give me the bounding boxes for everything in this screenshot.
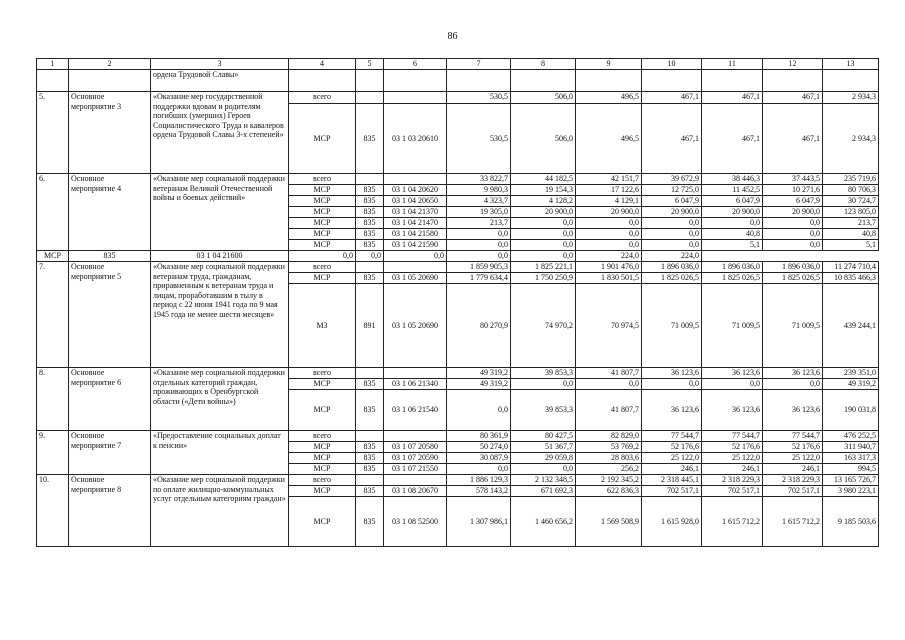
table-cell: 835 [356, 379, 384, 390]
table-cell: 50 274,0 [447, 442, 511, 453]
table-cell: 38 446,3 [702, 174, 763, 185]
column-number-cell: 4 [289, 59, 356, 70]
table-cell: 439 244,1 [823, 284, 879, 368]
table-cell: 44 182,5 [511, 174, 576, 185]
table-cell: 03 1 06 21340 [384, 379, 447, 390]
table-row [37, 251, 879, 262]
table-cell: 0,0 [511, 218, 576, 229]
table-cell: 835 [356, 497, 384, 547]
table-cell [384, 262, 447, 273]
table-cell: 30 087,9 [447, 453, 511, 464]
table-cell: 03 1 04 21590 [384, 240, 447, 251]
table-cell: 9 185 503,6 [823, 497, 879, 547]
table-cell: 467,1 [702, 92, 763, 104]
table-cell: 0,0 [702, 379, 763, 390]
table-row [37, 92, 879, 104]
table-cell: 0,0 [289, 251, 356, 262]
table-cell: 1 825 221,1 [511, 262, 576, 273]
table-cell: 224,0 [642, 251, 702, 262]
table-cell: 213,7 [823, 218, 879, 229]
table-cell: 0,0 [576, 240, 642, 251]
table-cell: 835 [356, 185, 384, 196]
table-cell [356, 70, 384, 92]
table-cell: 1 896 036,0 [763, 262, 823, 273]
column-number-cell: 7 [447, 59, 511, 70]
table-cell: 506,0 [511, 104, 576, 174]
table-cell: МСР [289, 464, 356, 475]
table-cell: 835 [356, 464, 384, 475]
table-cell: 25 122,0 [763, 453, 823, 464]
table-cell: «Оказание мер социальной поддержки отдельных категорий граждан, проживающих в Оренбургской области («Дети войны») [151, 368, 289, 431]
table-cell: 1 859 905,3 [447, 262, 511, 273]
table-cell: 71 009,5 [763, 284, 823, 368]
table-row [37, 174, 879, 185]
table-cell: «Оказание мер социальной поддержки ветеранам труда, гражданам, приравненным к ветеранам труда и лицам, проработавшим в тылу в период с 22 июня 1941 года по 9 мая 1945 года не менее шести месяцев» [151, 262, 289, 368]
table-cell: 835 [356, 218, 384, 229]
table-cell: 213,7 [447, 218, 511, 229]
table-cell: 36 123,6 [642, 368, 702, 379]
table-cell: 0,0 [576, 218, 642, 229]
table-cell: всего [289, 431, 356, 442]
table-cell: 5,1 [823, 240, 879, 251]
table-cell: 467,1 [763, 92, 823, 104]
table-cell: 33 822,7 [447, 174, 511, 185]
table-cell: 835 [356, 486, 384, 497]
table-cell: 41 807,7 [576, 390, 642, 431]
column-number-cell: 10 [642, 59, 702, 70]
table-cell: 0,0 [763, 218, 823, 229]
table-cell: 80 270,9 [447, 284, 511, 368]
table-cell: 2 192 345,2 [576, 475, 642, 486]
table-cell: 03 1 08 52500 [384, 497, 447, 547]
table-cell: 40,8 [823, 229, 879, 240]
table-cell: 0,0 [642, 379, 702, 390]
table-cell: 239 351,0 [823, 368, 879, 379]
table-cell: 1 886 129,3 [447, 475, 511, 486]
table-cell: 1 750 250,9 [511, 273, 576, 284]
table-cell: МСР [289, 196, 356, 207]
table-cell: 622 836,3 [576, 486, 642, 497]
table-cell: Основное мероприятие 5 [69, 262, 151, 368]
table-cell: 03 1 08 20670 [384, 486, 447, 497]
table-cell: МСР [289, 207, 356, 218]
table-cell: МСР [289, 486, 356, 497]
table-cell: 10. [37, 475, 69, 547]
table-cell: 0,0 [447, 251, 511, 262]
table-cell: 9 980,3 [447, 185, 511, 196]
table-cell: 311 940,7 [823, 442, 879, 453]
table-cell: 0,0 [763, 240, 823, 251]
table-cell: 246,1 [642, 464, 702, 475]
table-cell: МСР [289, 453, 356, 464]
table-row [37, 431, 879, 442]
column-number-cell: 9 [576, 59, 642, 70]
table-cell: 2 318 229,3 [702, 475, 763, 486]
table-cell: 7. [37, 262, 69, 368]
column-number-cell: 11 [702, 59, 763, 70]
table-cell: 12 725,0 [642, 185, 702, 196]
table-cell: 0,0 [511, 251, 576, 262]
table-cell [763, 70, 823, 92]
table-cell [702, 70, 763, 92]
table-cell: 03 1 07 20590 [384, 453, 447, 464]
table-cell: 8. [37, 368, 69, 431]
table-cell: 20 900,0 [576, 207, 642, 218]
table-cell: 0,0 [447, 240, 511, 251]
table-cell: МСР [289, 229, 356, 240]
table-cell [384, 174, 447, 185]
table-cell: 0,0 [763, 229, 823, 240]
table-cell: МСР [289, 273, 356, 284]
table-cell [384, 92, 447, 104]
column-number-cell: 12 [763, 59, 823, 70]
table-cell: 25 122,0 [642, 453, 702, 464]
table-cell: 476 252,5 [823, 431, 879, 442]
table-cell: 20 900,0 [642, 207, 702, 218]
table-cell: 6 047,9 [702, 196, 763, 207]
table-cell: 2 318 445,1 [642, 475, 702, 486]
table-cell: 03 1 04 21580 [384, 229, 447, 240]
table-cell: 506,0 [511, 92, 576, 104]
table-cell: 1 615 712,2 [763, 497, 823, 547]
table-cell: 4 323,7 [447, 196, 511, 207]
table-cell: 467,1 [642, 92, 702, 104]
table-cell: 74 970,2 [511, 284, 576, 368]
table-cell: 42 151,7 [576, 174, 642, 185]
table-cell: 6 047,9 [642, 196, 702, 207]
table-cell: 0,0 [356, 251, 384, 262]
table-cell: МСР [289, 104, 356, 174]
table-cell: 0,0 [511, 229, 576, 240]
table-cell: 10 835 466,3 [823, 273, 879, 284]
table-cell: 530,5 [447, 104, 511, 174]
table-cell: 1 825 026,5 [763, 273, 823, 284]
table-cell: 1 825 026,5 [702, 273, 763, 284]
table-cell: 1 830 501,5 [576, 273, 642, 284]
table-cell: 03 1 03 20610 [384, 104, 447, 174]
table-cell: 36 123,6 [642, 390, 702, 431]
table-cell: 80 427,5 [511, 431, 576, 442]
table-cell [356, 92, 384, 104]
column-number-row [37, 59, 879, 70]
table-cell: 4 128,2 [511, 196, 576, 207]
table-cell: «Оказание мер социальной поддержки по оплате жилищно-коммунальных услуг отдельным категориям граждан» [151, 475, 289, 547]
table-cell: МСР [289, 497, 356, 547]
table-cell: 6. [37, 174, 69, 251]
table-cell: 578 143,2 [447, 486, 511, 497]
table-cell: 835 [356, 453, 384, 464]
table-cell: 0,0 [447, 229, 511, 240]
table-cell: 2 318 229,3 [763, 475, 823, 486]
table-cell: 03 1 07 21550 [384, 464, 447, 475]
table-cell: 77 544,7 [702, 431, 763, 442]
table-cell: «Предоставление социальных доплат к пенсии» [151, 431, 289, 475]
table-cell: 10 271,6 [763, 185, 823, 196]
table-cell: всего [289, 475, 356, 486]
table-cell: 835 [356, 240, 384, 251]
table-cell: 49 319,2 [447, 379, 511, 390]
table-cell: МСР [289, 240, 356, 251]
table-cell: «Оказание мер социальной поддержки ветеранам Великой Отечественной войны и боевых действий» [151, 174, 289, 251]
table-cell: 1 825 026,5 [642, 273, 702, 284]
table-cell: 246,1 [763, 464, 823, 475]
table-cell [356, 368, 384, 379]
table-cell: 52 176,6 [642, 442, 702, 453]
table-cell: 0,0 [576, 229, 642, 240]
table-cell: 11 452,5 [702, 185, 763, 196]
table-cell [356, 174, 384, 185]
table-cell: всего [289, 174, 356, 185]
table-cell: 6 047,9 [763, 196, 823, 207]
table-cell: 41 807,7 [576, 368, 642, 379]
table-cell: МСР [289, 442, 356, 453]
table-cell: 36 123,6 [702, 390, 763, 431]
table-cell: Основное мероприятие 4 [69, 174, 151, 251]
table-cell: всего [289, 368, 356, 379]
table-cell: 19 305,0 [447, 207, 511, 218]
table-cell: 2 132 348,5 [511, 475, 576, 486]
table-cell: 123 805,0 [823, 207, 879, 218]
table-cell: 03 1 04 20650 [384, 196, 447, 207]
table-cell: 52 176,6 [763, 442, 823, 453]
table-cell: 11 274 710,4 [823, 262, 879, 273]
table-row [37, 70, 879, 92]
table-cell: 4 129,1 [576, 196, 642, 207]
table-cell: всего [289, 92, 356, 104]
table-cell: 70 974,5 [576, 284, 642, 368]
table-cell: 03 1 04 21600 [151, 251, 289, 262]
table-cell: МЗ [289, 284, 356, 368]
table-cell [823, 70, 879, 92]
table-cell: 17 122,6 [576, 185, 642, 196]
column-number-cell: 2 [69, 59, 151, 70]
column-number-cell: 13 [823, 59, 879, 70]
table-cell: 36 123,6 [763, 390, 823, 431]
page-number: 86 [447, 31, 458, 42]
column-number-cell: 1 [37, 59, 69, 70]
table-cell: 03 1 06 21540 [384, 390, 447, 431]
table-cell: 0,0 [576, 379, 642, 390]
table-cell: 1 460 656,2 [511, 497, 576, 547]
table-cell: 5,1 [702, 240, 763, 251]
table-cell: 36 123,6 [763, 368, 823, 379]
table-cell: 702 517,1 [642, 486, 702, 497]
table-cell [37, 70, 69, 92]
table-cell [511, 70, 576, 92]
table-cell: 1 901 476,0 [576, 262, 642, 273]
table-cell: 71 009,5 [642, 284, 702, 368]
table-cell [69, 70, 151, 92]
table-cell: 20 900,0 [763, 207, 823, 218]
table-cell: 37 443,5 [763, 174, 823, 185]
table-cell [384, 368, 447, 379]
table-cell: Основное мероприятие 7 [69, 431, 151, 475]
table-cell: 246,1 [702, 464, 763, 475]
table-cell: ордена Трудовой Славы» [151, 70, 289, 92]
table-cell: 03 1 04 20620 [384, 185, 447, 196]
table-cell: 80 706,3 [823, 185, 879, 196]
table-cell: 0,0 [511, 240, 576, 251]
table-cell: 467,1 [763, 104, 823, 174]
table-cell: 20 900,0 [511, 207, 576, 218]
column-number-cell: 3 [151, 59, 289, 70]
table-cell: 39 672,9 [642, 174, 702, 185]
table-row [37, 475, 879, 486]
table-row [37, 368, 879, 379]
table-cell: 3 980 223,1 [823, 486, 879, 497]
table-cell: 0,0 [763, 379, 823, 390]
table-cell: 496,5 [576, 92, 642, 104]
table-cell: 03 1 04 21370 [384, 207, 447, 218]
table-cell: 835 [356, 229, 384, 240]
table-cell: 03 1 04 21470 [384, 218, 447, 229]
table-cell [356, 262, 384, 273]
table-cell: 36 123,6 [702, 368, 763, 379]
table-cell: МСР [289, 185, 356, 196]
table-cell: МСР [289, 390, 356, 431]
table-cell: «Оказание мер государственной поддержки вдовам и родителям погибших (умерших) Героев Социалистического Труда и кавалеров ордена Трудовой Славы 3-х степеней» [151, 92, 289, 174]
table-cell: 530,5 [447, 92, 511, 104]
table-cell: 702 517,1 [763, 486, 823, 497]
column-number-cell: 5 [356, 59, 384, 70]
table-cell: 994,5 [823, 464, 879, 475]
table-cell: 0,0 [642, 240, 702, 251]
table-cell: 52 176,6 [702, 442, 763, 453]
table-cell: 702 517,1 [702, 486, 763, 497]
table-cell [576, 70, 642, 92]
table-cell: 835 [356, 104, 384, 174]
table-cell: 190 031,8 [823, 390, 879, 431]
table-cell: 235 719,6 [823, 174, 879, 185]
table-cell: Основное мероприятие 3 [69, 92, 151, 174]
table-cell [356, 475, 384, 486]
table-cell: 835 [356, 207, 384, 218]
table-cell [384, 475, 447, 486]
table-cell [289, 70, 356, 92]
table-cell: 224,0 [576, 251, 642, 262]
table-cell: МСР [289, 379, 356, 390]
table-cell: 03 1 05 20690 [384, 284, 447, 368]
table-cell: 1 896 036,0 [642, 262, 702, 273]
table-cell: 29 059,8 [511, 453, 576, 464]
table-cell: 13 165 726,7 [823, 475, 879, 486]
table-cell [447, 70, 511, 92]
table-cell: 1 896 036,0 [702, 262, 763, 273]
table-cell [384, 431, 447, 442]
table-cell: 467,1 [642, 104, 702, 174]
table-cell: 2 934,3 [823, 92, 879, 104]
table-cell: 5. [37, 92, 69, 174]
table-cell: 1 615 712,2 [702, 497, 763, 547]
table-cell: 2 934,3 [823, 104, 879, 174]
table-cell: 40,8 [702, 229, 763, 240]
table-cell: 71 009,5 [702, 284, 763, 368]
table-cell [356, 431, 384, 442]
table-cell: 28 803,6 [576, 453, 642, 464]
table-cell: 1 615 928,0 [642, 497, 702, 547]
table-cell [384, 70, 447, 92]
table-cell: 80 361,9 [447, 431, 511, 442]
table-cell: 03 1 07 20580 [384, 442, 447, 453]
table-cell: 467,1 [702, 104, 763, 174]
program-budget-table [36, 58, 879, 547]
table-cell: Основное мероприятие 8 [69, 475, 151, 547]
table-cell: 19 154,3 [511, 185, 576, 196]
table-cell: 0,0 [384, 251, 447, 262]
table-cell: 0,0 [702, 218, 763, 229]
table-cell: 77 544,7 [642, 431, 702, 442]
table-cell: 0,0 [447, 464, 511, 475]
table-row [37, 262, 879, 273]
table-cell: 256,2 [576, 464, 642, 475]
table-cell: 9. [37, 431, 69, 475]
table-cell: 835 [69, 251, 151, 262]
table-cell: 835 [356, 390, 384, 431]
table-cell: 0,0 [511, 464, 576, 475]
table-cell: 39 853,3 [511, 390, 576, 431]
table-cell: 835 [356, 273, 384, 284]
table-cell: 20 900,0 [702, 207, 763, 218]
table-cell: 1 569 508,9 [576, 497, 642, 547]
table-cell: 49 319,2 [823, 379, 879, 390]
table-cell: МСР [289, 218, 356, 229]
table-cell: МСР [37, 251, 69, 262]
table-cell: 0,0 [511, 379, 576, 390]
table-cell: 49 319,2 [447, 368, 511, 379]
table-cell: 03 1 05 20690 [384, 273, 447, 284]
table-cell: 835 [356, 442, 384, 453]
table-cell: 51 367,7 [511, 442, 576, 453]
table-cell: 30 724,7 [823, 196, 879, 207]
column-number-cell: 8 [511, 59, 576, 70]
table-cell: 25 122,0 [702, 453, 763, 464]
table-cell: 77 544,7 [763, 431, 823, 442]
table-cell: 835 [356, 196, 384, 207]
table-cell: 39 853,3 [511, 368, 576, 379]
table-cell: Основное мероприятие 6 [69, 368, 151, 431]
table-cell: 53 769,2 [576, 442, 642, 453]
table-cell: 0,0 [642, 218, 702, 229]
table-cell: всего [289, 262, 356, 273]
table-cell [642, 70, 702, 92]
table-cell: 163 317,3 [823, 453, 879, 464]
table-cell: 0,0 [447, 390, 511, 431]
table-cell: 0,0 [642, 229, 702, 240]
table-cell: 891 [356, 284, 384, 368]
column-number-cell: 6 [384, 59, 447, 70]
table-cell: 671 692,3 [511, 486, 576, 497]
table-cell: 1 307 986,1 [447, 497, 511, 547]
table-cell: 82 829,0 [576, 431, 642, 442]
table-cell: 496,5 [576, 104, 642, 174]
table-cell: 1 779 634,4 [447, 273, 511, 284]
